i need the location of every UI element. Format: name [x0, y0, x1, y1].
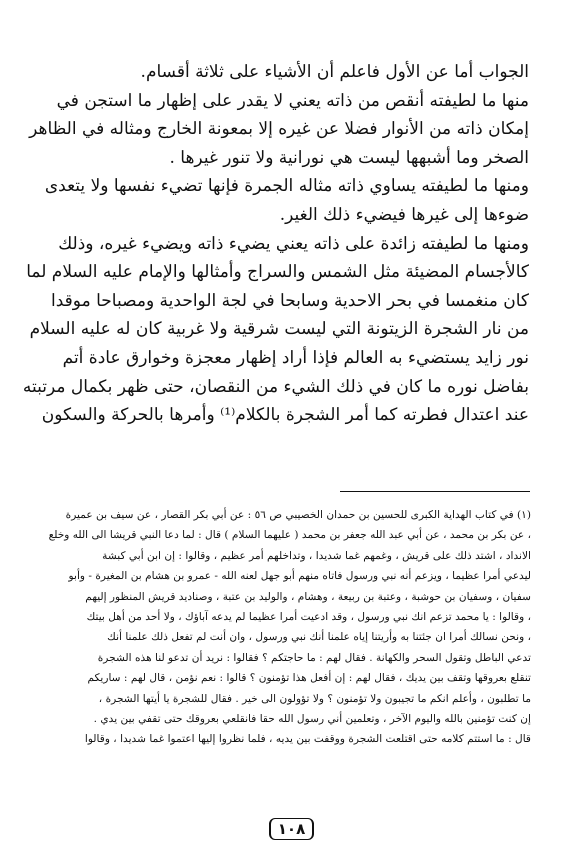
text-line: ومنها ما لطيفته يساوي ذاته مثاله الجمرة فإنها تضيء نفسها ولا يتعدى — [44, 176, 529, 197]
text-line: بفاضل نوره ما كان في ذلك الشيء من النقصان، حتى ظهر بكمال مرتبته — [22, 376, 529, 397]
text-line: الجواب أما عن الأول فاعلم أن الأشياء على ثلاثة أقسام. — [140, 62, 529, 82]
footnote-separator — [340, 491, 530, 492]
text-line: نور زايد يستضيء به العالم فإذا أراد إظهار معجزة وخوارق عادة أتم — [62, 347, 529, 368]
text-line: الصخر وما أشبهها ليست هي نورانية ولا تنور غيرها . — [169, 147, 529, 168]
text-line: كان منغمسا في بحر الاحدية وسابحا في لجة الواحدية ومصباحا موقدا — [51, 290, 529, 311]
footnote-line: سفيان ، وسفيان بن حوشبة ، وعتبة بن ربيعة ، وهشام ، والوليد بن عتبة ، وصناديد قريش المنظور إليهم — [85, 590, 531, 603]
text-line: من نار الشجرة الزيتونة التي ليست شرقية ولا غربية كان له عليه السلام — [29, 319, 529, 340]
text-line: ومنها ما لطيفته زائدة على ذاته يعني يضيء ذاته ويضيء غيره، وذلك — [58, 233, 529, 254]
footnote-line: ، ونحن نسالك أمرا ان جئتنا به وأريتنا إياه علمنا أنك نبي ورسول ، وان أنت لم تفعل ذلك علمنا أنك — [107, 631, 531, 644]
paragraph-third-kind — [22, 230, 529, 430]
text-line: عند اعتدال فطرته كما أمر الشجرة بالكلام⁽¹⁾ وأمرها بالحركة والسكون — [41, 405, 529, 426]
paragraph-second-kind — [44, 172, 529, 229]
page-number: ١٠٨ — [269, 818, 314, 840]
footnotes — [48, 505, 531, 750]
text-line: كالأجسام المضيئة مثل الشمس والسراج وأمثالها والإمام عليه السلام لما — [26, 262, 529, 283]
footnote-line: تدعي الباطل وتقول السحر والكهانة . فقال لهم : ما حاجتكم ؟ فقالوا : نريد أن تدعو لنا هذه الشجرة — [97, 651, 531, 664]
main-text — [22, 58, 529, 430]
text-line: منها ما لطيفته أنقص من ذاته يعني لا يقدر على إظهار ما استجن في — [56, 90, 529, 111]
paragraph-answer — [62, 58, 529, 87]
text-line: ضوءها إلى غيرها فيضيء ذلك الغير. — [279, 204, 529, 225]
paragraph-first-kind — [29, 87, 529, 173]
footnote-line: ، عن بكر بن محمد ، عن أبي عبد الله جعفر بن محمد ( عليهما السلام ) قال : لما دعا النبي قريشا الى الله وخلع — [48, 529, 531, 542]
footnote-line: ، وقالوا : يا محمد تزعم انك نبي ورسول ، وقد ادعيت أمرا عظيما لم يدعه آباؤك ، ولا أحد من أهل بيتك — [86, 611, 531, 624]
page-number-container — [0, 818, 583, 840]
footnote-line: ليدعي أمرا عظيما ، ويزعم أنه نبي ورسول فاتاه منهم أبو جهل لعنه الله - عمرو بن هشام بن المغيرة - وأبو — [68, 570, 531, 583]
footnote-line: قال : ما استتم كلامه حتى اقتلعت الشجرة ووقفت بين يديه ، فلما نظروا إليها اعتموا غما شديدا ، وقالوا — [84, 733, 531, 746]
footnote-line: تنقلع بعروقها وتقف بين يديك ، فقال لهم : إن أفعل هذا تؤمنون ؟ قالوا : نعم نؤمن ، قال لهم : ساريكم — [87, 672, 531, 685]
footnote-line: ما تطلبون ، وأعلم انكم ما تجيبون ولا تؤمنون ؟ ولا تؤولون الى خير . فقال للشجرة يا أيتها الشجرة ، — [98, 692, 531, 705]
footnote-line: الانداد ، اشتد ذلك على قريش ، وغمهم غما شديدا ، وتداخلهم أمر عظيم ، وقالوا : إن ابن أبي كبشة — [102, 549, 531, 562]
text-line: إمكان ذاته من الأنوار فضلا عن غيره إلا بمعونة الخارج ومثاله في الظاهر — [29, 119, 529, 140]
footnote-line: إن كنت تؤمنين بالله واليوم الآخر ، وتعلمين أني رسول الله حقا فانقلعي بعروقك حتى تقفي بين يدي . — [93, 713, 531, 726]
footnote-line: (١) في كتاب الهداية الكبرى للحسين بن حمدان الخصيبي ص ٥٦ : عن أبي بكر القصار ، عن سيف بن عميرة — [65, 509, 531, 521]
